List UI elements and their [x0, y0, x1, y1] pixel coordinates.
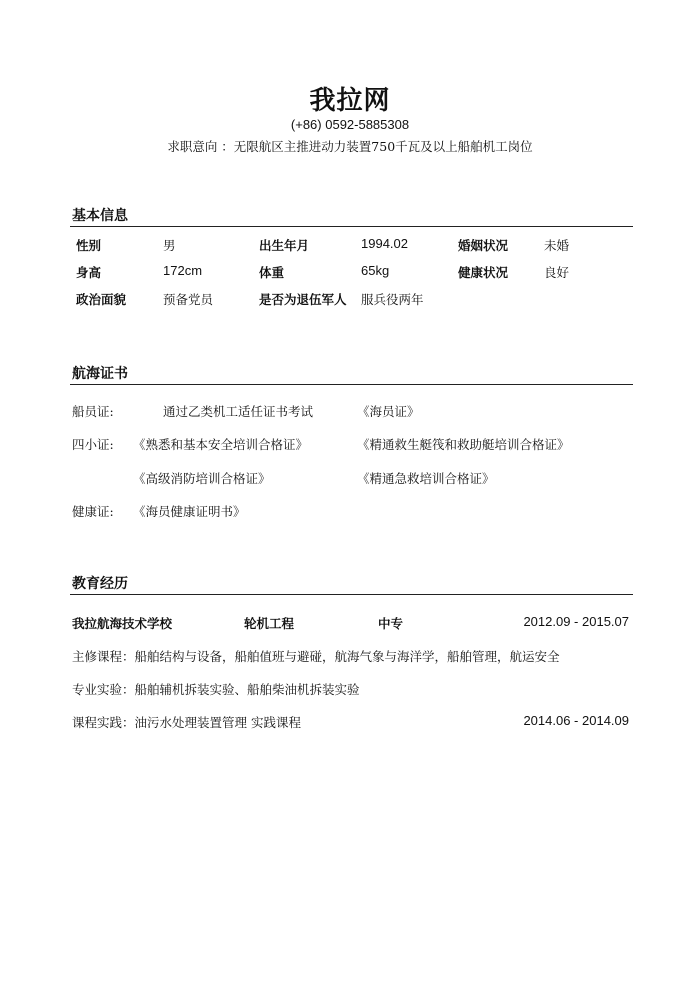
applicant-name: 我拉网: [309, 86, 391, 116]
school-name: 我拉航海技术学校: [72, 616, 173, 631]
height-value: 172cm: [163, 263, 203, 278]
section-divider: [70, 226, 633, 227]
crew-cert-label: 船员证:: [72, 404, 114, 419]
health-status-value: 良好: [544, 265, 570, 280]
four-small-cert-label: 四小证:: [72, 437, 114, 452]
cert-item: 《熟悉和基本安全培训合格证》: [133, 437, 309, 452]
health-cert-label: 健康证:: [72, 504, 114, 519]
veteran-value: 服兵役两年: [361, 292, 424, 307]
phone-number: (+86) 0592-5885308: [290, 117, 410, 132]
degree: 中专: [378, 616, 404, 631]
weight-value: 65kg: [361, 263, 390, 278]
section-divider: [70, 594, 633, 595]
job-objective: 求职意向 ：无限航区主推进动力装置750千瓦及以上船舶机工岗位: [167, 139, 533, 154]
cert-item: 《精通救生艇筏和救助艇培训合格证》: [357, 437, 570, 452]
major: 轮机工程: [244, 616, 295, 631]
birth-date-value: 1994.02: [361, 236, 408, 251]
practice-period: 2014.06 - 2014.09: [523, 713, 629, 728]
health-status-label: 健康状况: [458, 265, 509, 280]
weight-label: 体重: [259, 265, 285, 280]
political-status-value: 预备党员: [163, 292, 214, 307]
health-cert-name: 《海员健康证明书》: [133, 504, 246, 519]
education-period: 2012.09 - 2015.07: [523, 614, 629, 629]
section-title-certificates: 航海证书: [72, 366, 128, 382]
crew-cert-name: 《海员证》: [357, 404, 420, 419]
section-title-basic-info: 基本信息: [72, 208, 128, 224]
course-practice: 课程实践：油污水处理装置管理 实践课程: [72, 715, 301, 730]
section-title-education: 教育经历: [72, 576, 128, 592]
political-status-label: 政治面貌: [76, 292, 127, 307]
veteran-label: 是否为退伍军人: [259, 292, 347, 307]
marital-status-value: 未婚: [544, 238, 570, 253]
crew-cert-exam: 通过乙类机工适任证书考试: [163, 404, 314, 419]
cert-item: 《高级消防培训合格证》: [133, 471, 271, 486]
professional-experiments: 专业实验：船舶辅机拆装实验、船舶柴油机拆装实验: [72, 682, 360, 697]
marital-status-label: 婚姻状况: [458, 238, 509, 253]
gender-label: 性别: [76, 238, 102, 253]
main-courses: 主修课程：船舶结构与设备，船舶值班与避碰，航海气象与海洋学，船舶管理，航运安全: [72, 649, 560, 664]
gender-value: 男: [163, 238, 176, 253]
cert-item: 《精通急救培训合格证》: [357, 471, 495, 486]
height-label: 身高: [76, 265, 102, 280]
section-divider: [70, 384, 633, 385]
birth-date-label: 出生年月: [259, 238, 310, 253]
